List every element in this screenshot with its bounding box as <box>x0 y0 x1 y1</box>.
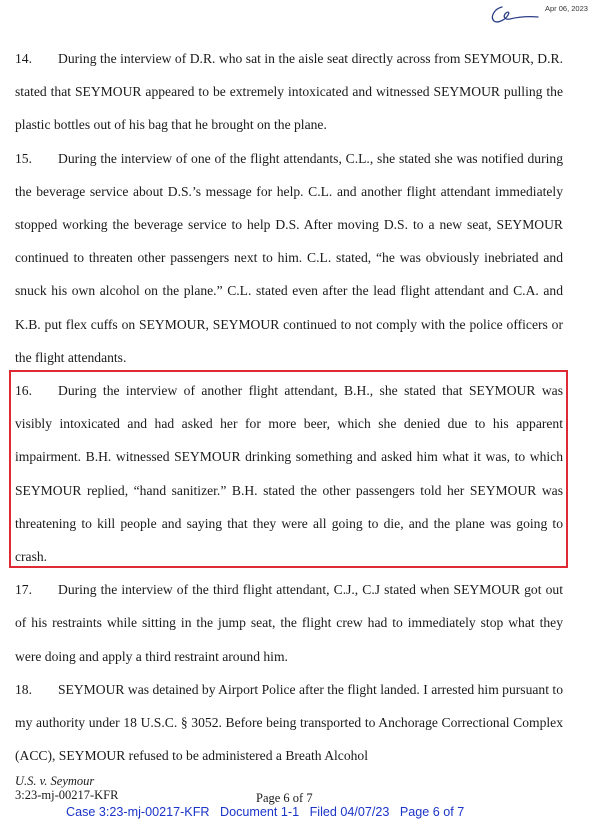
paragraph-text: During the interview of one of the flight attendants, C.L., she stated she was notified during the beverage service about D.S.’s message for help. C.L. and another flight attendant immediately stopped working the beverage service to help D.S. After moving D.S. to a new seat, SEYMOUR continued to threaten other passengers next to him. C.L. stated, “he was obviously inebriated and snuck his own alcohol on the plane.” C.L. stated even after the lead flight attendant and C.A. and K.B. put flex cuffs on SEYMOUR, SEYMOUR continued to not comply with the police officers or the flight attendants. <box>15 150 563 365</box>
paragraph-14 <box>15 42 563 142</box>
paragraph-15 <box>15 142 563 374</box>
case-number: 3:23-mj-00217-KFR <box>15 788 119 802</box>
paragraph-17 <box>15 573 563 673</box>
paragraph-text: During the interview of the third flight attendant, C.J., C.J stated when SEYMOUR got out of his restraints while sitting in the jump seat, the flight crew had to immediately stop what they were doing and apply a third restraint around him. <box>15 582 563 664</box>
paragraph-text: SEYMOUR was detained by Airport Police after the flight landed. I arrested him pursuant to my authority under 18 U.S.C. § 3052. Before being transported to Anchorage Correctional Complex (ACC), SEYMOUR refused to be administered a Breath Alcohol <box>15 681 563 764</box>
paragraph-number: 17. <box>15 582 32 598</box>
paragraph-number: 14. <box>15 51 32 66</box>
page-number: Page 6 of 7 <box>256 791 313 805</box>
paragraph-text: During the interview of D.R. who sat in the aisle seat directly across from SEYMOUR, D.R. stated that SEYMOUR appeared to be extremely intoxicated and witnessed SEYMOUR pulling the plastic bottles out of his bag that he brought on the plane. <box>15 51 563 133</box>
paragraph-16 <box>15 374 563 573</box>
paragraph-text: During the interview of another flight attendant, B.H., she stated that SEYMOUR was visibly intoxicated and had asked her for more beer, which she denied due to his apparent impairment. B.H. witnessed SEYMOUR drinking something and asked him what it was, to which SEYMOUR replied, “hand sanitizer.” B.H. stated the other passengers told her SEYMOUR was threatening to kill people and saying that they were all going to die, and the plane was going to crash. <box>15 383 563 565</box>
paragraph-number: 16. <box>15 383 32 399</box>
signature-mark <box>488 3 540 25</box>
paragraph-18 <box>15 673 563 773</box>
stamp-date: Apr 06, 2023 <box>545 4 588 13</box>
case-caption: U.S. v. Seymour <box>15 774 95 788</box>
document-body <box>15 42 563 772</box>
paragraph-number: 15. <box>15 150 32 166</box>
paragraph-number: 18. <box>15 681 32 697</box>
footer <box>15 774 118 802</box>
court-filing-header: Case 3:23-mj-00217-KFR Document 1-1 Filed 04/07/23 Page 6 of 7 <box>66 805 465 819</box>
